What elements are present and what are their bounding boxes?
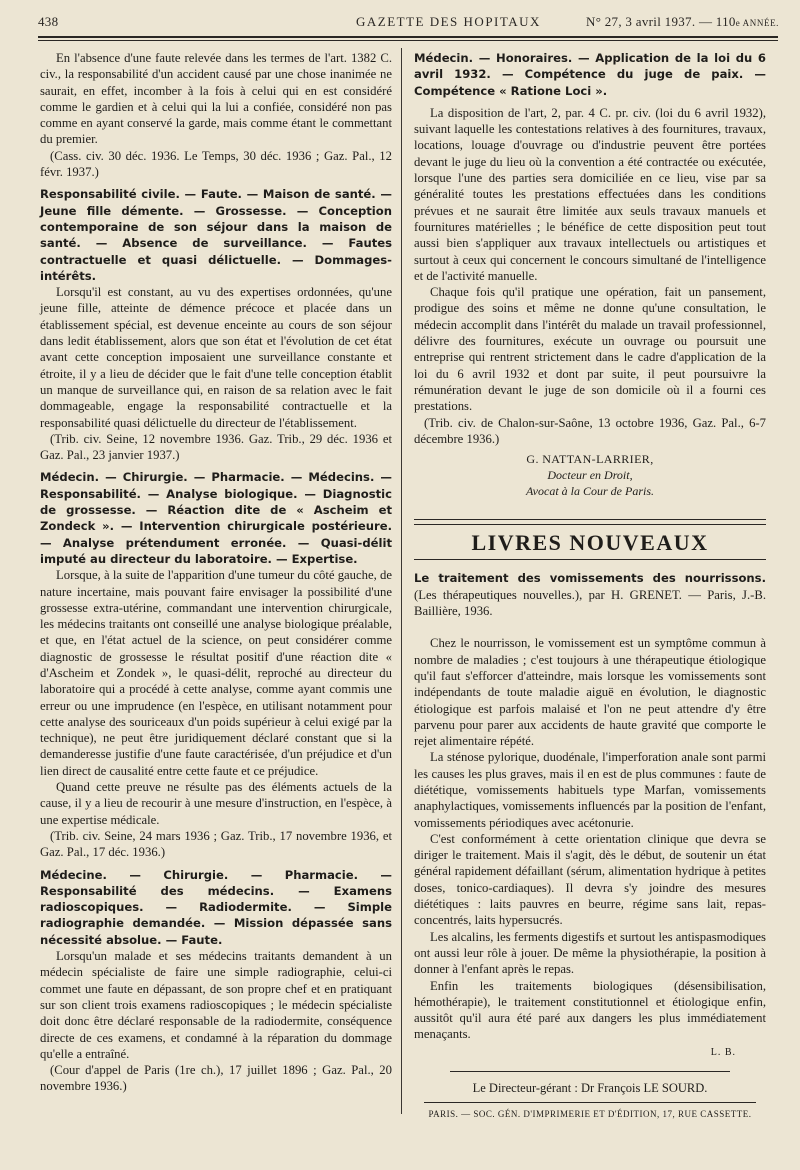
reviewer-initials: L. B. [710, 1046, 736, 1058]
paragraph: Enfin les traitements biologiques (désensibilisation, hémothérapie), le traitement constitutionnel et étiologique enfin, aussitôt qu'il aura été paré aux dangers les plus immédiatement menaçants. [414, 978, 766, 1042]
section-title: LIVRES NOUVEAUX [471, 530, 709, 556]
page-number: 438 [38, 14, 59, 29]
signature-name: G. NATTAN-LARRIER, [526, 452, 654, 467]
right-column [414, 50, 766, 1123]
citation: (Cour d'appel de Paris (1re ch.), 17 juillet 1896 ; Gaz. Pal., 20 novembre 1936.) [40, 1063, 392, 1094]
book-details: (Les thérapeutiques nouvelles.), par H. GRENET. — Paris, J.-B. Baillière, 1936. [414, 587, 766, 619]
paragraph: La disposition de l'art, 2, par. 4 C. pr. civ. (loi du 6 avril 1932), suivant laquelle les contestations relatives à des fournitures, travaux, locations, louage d'ouvrage ou d'industrie peuvent être portées devant le juge du lieu où la convention a été contractée ou exécutée, lorsque l'une des parties sera domiciliée en ce lieu, vise par sa généralité toutes les prestations effectuées dans les conditions prévues et ne saurait être limitée aux seuls travaux manuels et fournitures matérielles ; le bénéfice de cette disposition peut tout aussi bien s'appliquer aux travaux intellectuels ou artistiques et surtout à ceux qui concernent le concours simultané de l'intelligence et de l'activité manuelle. [414, 105, 766, 283]
paragraph: C'est conformément à cette orientation clinique que devra se diriger le traitement. Mais il s'agit, dès le début, de soutenir un état général rapidement défaillant (sérum, alimentation hydrique à petites doses, tonico-cardiaques). Il devra s'y joindre des mesures diététiques : laits pauvres en beurre, régime sans lait, repas-concentrés, laits hypersucrés. [414, 831, 766, 928]
paragraph: Chaque fois qu'il pratique une opération, fait un pansement, prodigue des soins et même ne donne qu'une consultation, le médecin accomplit dans l'intérêt du malade un travail professionnel, délivre des fournitures, exécute un ouvrage ou poursuit une entreprise qui rentrent strictement dans le cadre d'application de la loi du 6 avril 1932 et dont par suite, il peut poursuivre la rémunération devant le juge de son domicile où il a fourni ces prestations. [414, 285, 766, 414]
footer-rule [450, 1071, 730, 1072]
paragraph: Quand cette preuve ne résulte pas des éléments actuels de la cause, il y a lieu de recourir à une mesure d'instruction, en l'espèce, à une expertise médicale. [40, 780, 392, 827]
signature-title: Docteur en Droit, [547, 468, 633, 483]
issue-suffix: e ANNÉE. [735, 18, 780, 28]
citation: (Trib. civ. Seine, 24 mars 1936 ; Gaz. Trib., 17 novembre 1936, et Gaz. Pal., 17 déc. 1936.) [40, 828, 392, 860]
paragraph: En l'absence d'une faute relevée dans les termes de l'art. 1382 C. civ., la responsabilité d'un accident causé par une chose inanimée ne saurait, en effet, incomber à la fois à celui qui en est considéré comme le gardien et à celui qui la lui a confiée, considéré non pas comme en ayant conservé la garde, mais comme étant le commettant du premier. [40, 51, 392, 147]
journal-title: GAZETTE DES HOPITAUX [356, 14, 541, 29]
paragraph: Les alcalins, les ferments digestifs et surtout les antispasmodiques ont aussi leur rôle à jouer. De même la physiothérapie, la position à donner à l'enfant après le repas. [414, 929, 766, 977]
issue-info [586, 14, 779, 30]
section-rule [414, 519, 766, 525]
case-heading: Responsabilité civile. — Faute. — Maison de santé. — Jeune fille démente. — Grossesse. — Conception contemporaine de son séjour dans la maison de santé. — Absence de surveillance. — Fautes contractuelle et quasi délictuelle. — Dommages-intérêts. [40, 187, 392, 283]
author-signature [414, 451, 766, 499]
issue-text: N° 27, 3 avril 1937. — 110 [586, 14, 736, 29]
printer-imprint: PARIS. — SOC. GÉN. D'IMPRIMERIE ET D'ÉDITION, 17, RUE CASSETTE. [424, 1102, 756, 1122]
section-rule-thin [414, 559, 766, 560]
book-title: Le traitement des vomissements des nourrissons. [414, 571, 766, 586]
paragraph: Chez le nourrisson, le vomissement est un symptôme commun à nombre de maladies ; c'est toujours à une thérapeutique étiologique qu'il faut s'efforcer d'atteindre, mais lorsque les vomissements sont indépendants de toute maladie aiguë en évolution, le diagnostic étiologique est parfois malaisé et l'on ne peut attendre d'y être parvenu pour parer aux accidents de haute gravité que comporte le rejet alimentaire répété. [414, 636, 766, 749]
paragraph: Lorsque, à la suite de l'apparition d'une tumeur du côté gauche, de nature incertaine, mais pouvant faire envisager la possibilité d'une grossesse extra-utérine, commandant une intervention chirurgicale, les médecins traitants ont conseillé une analyse biologique préalable, et que, en l'état actuel de la science, on peut considérer comme diagnostic de grossesse le résultat positif d'une réaction dite « d'Ascheim et Zondek », le quasi-délit, reproché au directeur du laboratoire qui a procédé à cette analyse, comme ayant commis une erreur ou une imprudence (en l'espèce, en utilisant notamment pour cette analyse des souriceaux d'un poids supérieur à celui exigé par la technique), ne peut être juridiquement déclaré constant que si la demanderesse justifie d'une faute caractérisée, d'un préjudice et d'un lien direct de causalité entre cette faute et ce préjudice. [40, 568, 392, 778]
case-heading: Médecine. — Chirurgie. — Pharmacie. — Responsabilité des médecins. — Examens radioscopiques. — Radiodermite. — Simple radiographie demandée. — Mission dépassée sans nécessité absolue. — Faute. [40, 867, 392, 947]
header-rule [38, 36, 778, 38]
citation: (Trib. civ. de Chalon-sur-Saône, 13 octobre 1936, Gaz. Pal., 6-7 décembre 1936.) [414, 415, 766, 446]
paragraph: La sténose pylorique, duodénale, l'imperforation anale sont parmi les causes les plus graves, mais il en est de plus communes : faute de diététique, vomissements habituels type Marfan, vomissements anaphylactiques, vomissements influencés par la position de l'enfant, vomissements périodiques avec acétonurie. [414, 750, 766, 830]
case-heading: Médecin. — Chirurgie. — Pharmacie. — Médecins. — Responsabilité. — Analyse biologique. — Diagnostic de grossesse. — Réaction dite de « Ascheim et Zondeck ». — Intervention chirurgicale postérieure. — Analyse prétendument erronée. — Quasi-délit imputé au directeur du laboratoire. — Expertise. [40, 470, 392, 566]
paragraph: Lorsqu'un malade et ses médecins traitants demandent à un médecin spécialiste de faire une simple radiographie, celui-ci commet une faute en dépassant, de son propre chef et en pratiquant sur son client trois examens radioscopiques ; le médecin spécialiste doit donc être déclaré responsable de la radiodermite, conséquence directe de ces examens, et condamné à la réparation du dommage qu'elle a entraîné. [40, 949, 392, 1061]
signature-affiliation: Avocat à la Cour de Paris. [526, 484, 654, 499]
column-divider [401, 48, 402, 1114]
paragraph: Lorsqu'il est constant, au vu des expertises ordonnées, qu'une jeune fille, atteinte de démence précoce et placée dans un établissement spécial, est devenue enceinte au cours de son séjour dans ledit établissement, alors que son état et l'évolution de cet état avant cette conception imposaient une surveillance constante et étroite, il y a lieu de décider que le fait d'une telle conception établit un manque de surveillance qui, en raison de sa relation avec le fait dommageable, engage la responsabilité contractuelle et la responsabilité quasi délictuelle du directeur de l'établissement. [40, 285, 392, 430]
book-reference [414, 570, 766, 619]
case-heading: Médecin. — Honoraires. — Application de la loi du 6 avril 1932. — Compétence du juge de paix. — Compétence « Ratione Loci ». [414, 51, 766, 98]
citation: (Trib. civ. Seine, 12 novembre 1936. Gaz. Trib., 29 déc. 1936 et Gaz. Pal., 23 janvier 1937.) [40, 431, 392, 463]
header-rule-thin [38, 40, 778, 41]
left-column [40, 50, 392, 1095]
director-line: Le Directeur-gérant : Dr François LE SOURD. [472, 1081, 708, 1096]
citation: (Cass. civ. 30 déc. 1936. Le Temps, 30 déc. 1936 ; Gaz. Pal., 12 févr. 1937.) [40, 148, 392, 180]
page-header [38, 14, 780, 36]
